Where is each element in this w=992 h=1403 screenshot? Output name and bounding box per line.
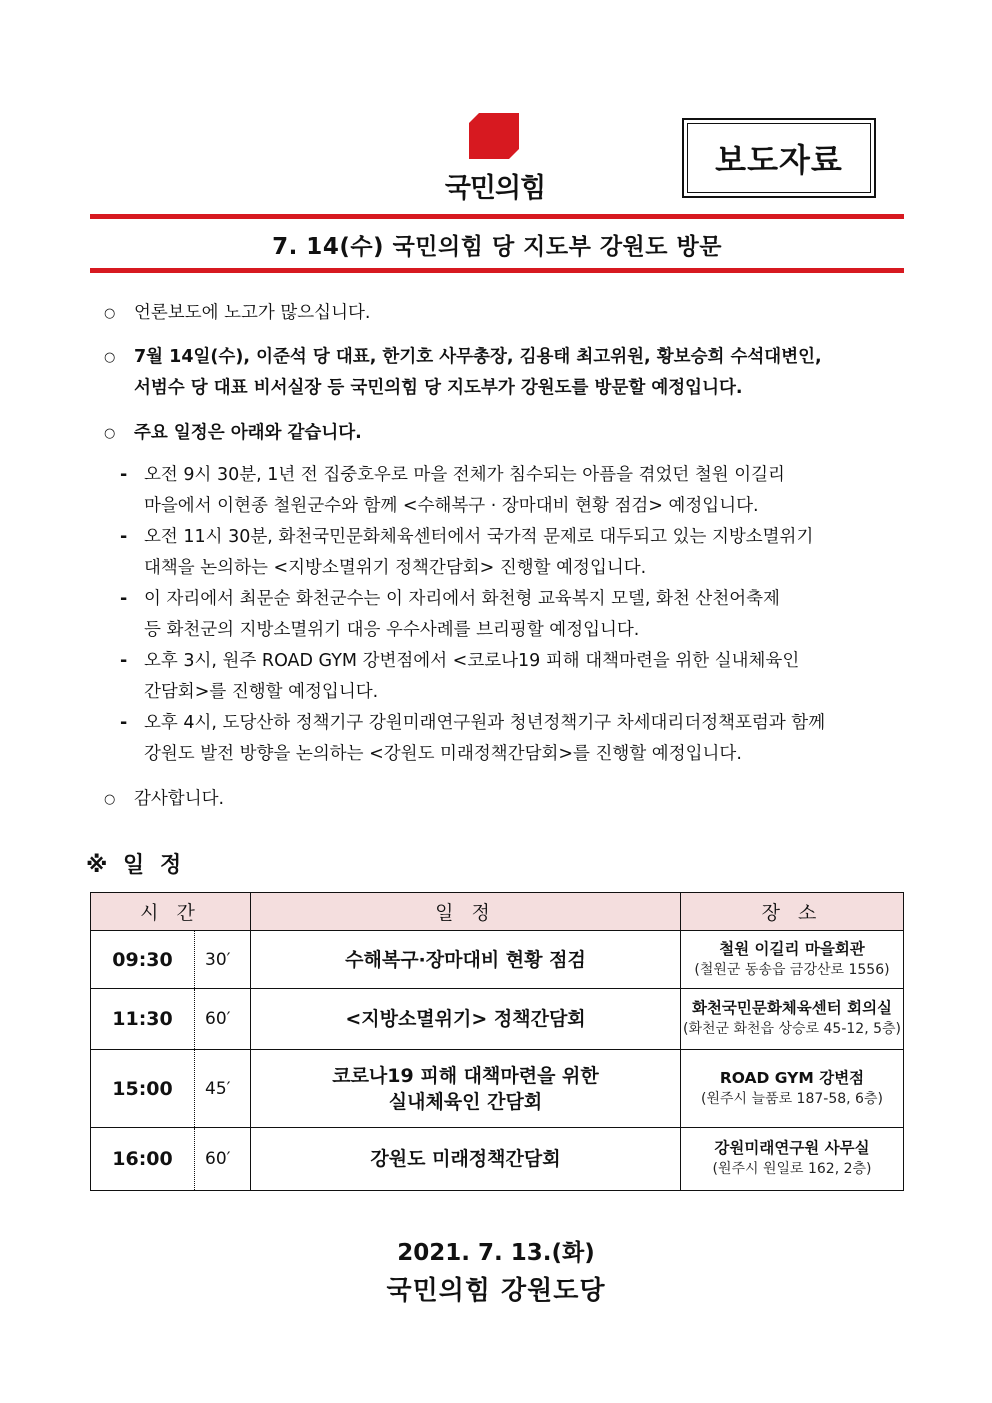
closing-text: 감사합니다. [134,789,225,809]
dash-marker: - [120,465,128,485]
row-time: 11:30 [91,989,195,1050]
row-event [251,1050,681,1128]
row-time: 15:00 [91,1050,195,1128]
row-duration: 60′ [195,1128,251,1191]
place-name: 화천국민문화체육센터 회의실 [691,999,893,1017]
detail-line: 오후 4시, 도당산하 정책기구 강원미래연구원과 청년정책기구 차세대리더정책포럼과 함께 [144,713,826,733]
bullet-circle-icon: ○ [104,306,116,321]
event-line: 코로나19 피해 대책마련을 위한 [332,1064,599,1087]
row-place [681,1050,904,1128]
table-row [91,931,904,989]
row-place [681,931,904,989]
detail-line: 오전 11시 30분, 화천국민문화체육센터에서 국가적 문제로 대두되고 있는 지방소멸위기 [144,527,814,547]
bullet-circle-icon: ○ [104,426,116,441]
header-time: 시 간 [91,893,251,931]
row-time: 09:30 [91,931,195,989]
bullet-circle-icon: ○ [104,792,116,807]
announcement-line-1: 7월 14일(수), 이준석 당 대표, 한기호 사무총장, 김용태 최고위원, 황보승희 수석대변인, [134,347,822,367]
table-row [91,1050,904,1128]
event-line: 실내체육인 간담회 [388,1090,543,1113]
header-event: 일 정 [251,893,681,931]
row-event [251,1128,681,1191]
issuing-organization: 국민의힘 강원도당 [386,1276,606,1306]
event-line: 강원도 미래정책간담회 [370,1148,561,1170]
detail-line: 오후 3시, 원주 ROAD GYM 강변점에서 <코로나19 피해 대책마련을 위한 실내체육인 [144,651,800,671]
event-line: <지방소멸위기> 정책간담회 [345,1008,586,1030]
press-release-label: 보도자료 [687,123,871,193]
place-name: 철원 이길리 마을회관 [719,939,865,958]
release-date: 2021. 7. 13.(화) [397,1240,595,1266]
header-place: 장 소 [681,893,904,931]
party-logo-text: 국민의힘 [444,173,546,204]
row-duration: 60′ [195,989,251,1050]
row-place [681,1128,904,1191]
detail-line: 등 화천군의 지방소멸위기 대응 우수사례를 브리핑할 예정입니다. [144,620,640,640]
greeting-text: 언론보도에 노고가 많으십니다. [134,303,371,323]
row-time: 16:00 [91,1128,195,1191]
detail-line: 간담회>를 진행할 예정입니다. [144,682,379,702]
place-address: (화천군 화천읍 상승로 45-12, 5층) [682,1021,901,1037]
headline-bottom-rule [90,268,904,273]
place-address: (원주시 늘품로 187-58, 6층) [701,1090,883,1107]
detail-line: 강원도 발전 방향을 논의하는 <강원도 미래정책간담회>를 진행할 예정입니다. [144,744,742,764]
place-address: (철원군 동송읍 금강산로 1556) [694,961,890,978]
event-line: 수해복구·장마대비 현황 점검 [345,948,586,971]
row-duration: 30′ [195,931,251,989]
detail-line: 마을에서 이현종 철원군수와 함께 <수해복구 · 장마대비 현황 점검> 예정입니다. [144,496,759,516]
schedule-header-row [91,893,904,931]
detail-line: 대책을 논의하는 <지방소멸위기 정책간담회> 진행할 예정입니다. [144,558,647,578]
place-address: (원주시 원일로 162, 2층) [712,1161,872,1177]
bullet-announcement [104,342,910,404]
row-event [251,931,681,989]
dash-marker: - [120,713,128,733]
schedule-intro-text: 주요 일정은 아래와 같습니다. [134,423,362,443]
table-row [91,989,904,1050]
dash-marker: - [120,651,128,671]
press-release-badge [682,118,876,198]
dash-marker: - [120,527,128,547]
schedule-title: ※ 일 정 [86,853,186,878]
dash-marker: - [120,589,128,609]
detail-line: 이 자리에서 최문순 화천군수는 이 자리에서 화천형 교육복지 모델, 화천 산천어축제 [144,589,780,609]
place-name: ROAD GYM 강변점 [719,1068,865,1087]
row-event [251,989,681,1050]
party-logo-icon [469,113,519,159]
bullet-circle-icon: ○ [104,350,116,365]
table-row [91,1128,904,1191]
announcement-line-2: 서범수 당 대표 비서실장 등 국민의힘 당 지도부가 강원도를 방문할 예정입니다. [134,378,743,398]
schedule-table [90,892,904,1191]
row-duration: 45′ [195,1050,251,1128]
place-name: 강원미래연구원 사무실 [714,1139,870,1157]
row-place [681,989,904,1050]
detail-line: 오전 9시 30분, 1년 전 집중호우로 마을 전체가 침수되는 아픔을 겪었던 철원 이길리 [144,465,785,485]
headline: 7. 14(수) 국민의힘 당 지도부 강원도 방문 [272,234,722,260]
headline-top-rule [90,214,904,219]
